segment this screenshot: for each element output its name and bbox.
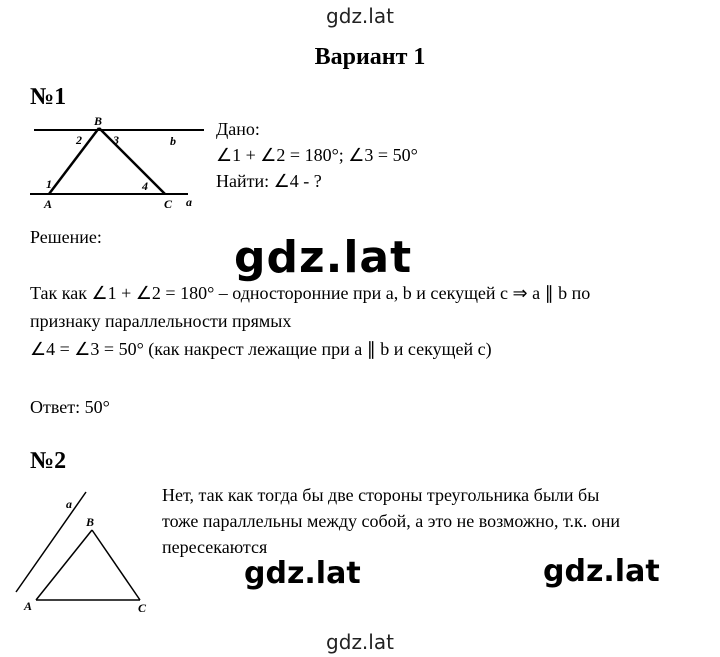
line-a-label: a (186, 195, 192, 209)
solution-line-3: ∠4 = ∠3 = 50° (как накрест лежащие при а ∥ b и секущей с) (30, 339, 492, 359)
find-text: Найти: ∠4 - ? (216, 171, 322, 191)
task2-line-3: пересекаются (162, 537, 268, 557)
watermark-bottom: gdz.lat (326, 630, 394, 654)
watermark-center: gdz.lat (234, 232, 413, 283)
task2-line-1: Нет, так как тогда бы две стороны треугольника были бы (162, 485, 600, 505)
angle-1-label: 1 (46, 177, 52, 191)
angle-2-label: 2 (76, 133, 82, 147)
watermark-top: gdz.lat (326, 4, 394, 28)
page-title: Вариант 1 (314, 44, 426, 70)
label-a-vertex: A (24, 599, 33, 613)
label-a-vertex: A (44, 197, 53, 211)
answer-text: Ответ: 50° (30, 397, 110, 417)
task1-number: №1 (30, 84, 67, 110)
segment-ab (49, 128, 99, 194)
task1-figure (28, 112, 208, 212)
task2-figure (6, 488, 176, 618)
label-c-vertex: C (138, 601, 147, 615)
watermark-left: gdz.lat (244, 556, 361, 591)
solution-line-2: признаку параллельности прямых (30, 311, 292, 331)
angle-3-label: 3 (113, 133, 119, 147)
segment-bc (92, 530, 140, 600)
solution-line-1: Так как ∠1 + ∠2 = 180° – односторонние при а, b и секущей с ⇒ а ∥ b по (30, 283, 591, 303)
given-text: ∠1 + ∠2 = 180°; ∠3 = 50° (216, 145, 418, 165)
label-b-vertex: B (94, 114, 103, 128)
task2-number: №2 (30, 448, 67, 474)
line-b-label: b (170, 134, 176, 148)
given-label: Дано: (216, 119, 260, 139)
task2-line-2: тоже параллельны между собой, а это не возможно, т.к. они (162, 511, 620, 531)
line-a (16, 492, 86, 592)
segment-ab (36, 530, 92, 600)
angle-4-label: 4 (142, 179, 148, 193)
line-a-label: a (66, 497, 72, 511)
solution-label: Решение: (30, 227, 102, 247)
segment-bc (99, 128, 165, 194)
label-c-vertex: C (164, 197, 173, 211)
watermark-right: gdz.lat (543, 554, 660, 589)
label-b-vertex: B (86, 515, 95, 529)
